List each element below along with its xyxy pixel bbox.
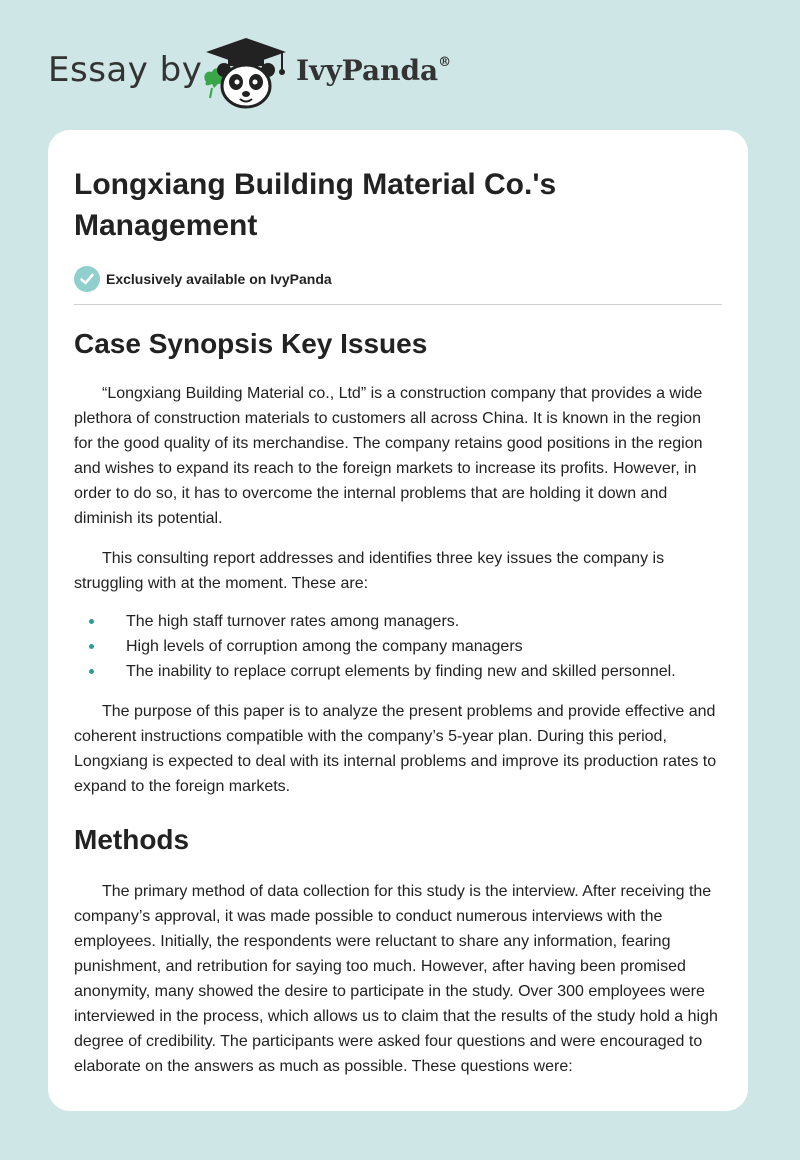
- article-card: [48, 130, 748, 1111]
- bullet-icon: [89, 669, 94, 674]
- list-item: The inability to replace corrupt elements by finding new and skilled personnel.: [74, 659, 722, 684]
- bullet-icon: [89, 619, 94, 624]
- paragraph: The purpose of this paper is to analyze the present problems and provide effective and coherent instructions compatible with the company’s 5-year plan. During this period, Longxiang is expected to deal with its internal problems and improve its production rates to expand to the foreign markets.: [74, 703, 717, 795]
- section-heading-methods: Methods: [74, 824, 190, 855]
- paragraph: “Longxiang Building Material co., Ltd” is a construction company that provides a wide plethora of construction materials to customers all across China. It is known in the region for the good quality of its merchandise. The company retains good positions in the region and wishes to expand its reach to the foreign markets to increase its profits. However, in order to do so, it has to overcome the internal problems that are holding it down and diminish its potential.: [74, 385, 703, 527]
- divider: [74, 304, 722, 305]
- paragraph: This consulting report addresses and identifies three key issues the company is struggling with at the moment. These are:: [74, 550, 665, 592]
- section-heading-case-synopsis: Case Synopsis Key Issues: [74, 328, 428, 359]
- article-content: [74, 164, 722, 1079]
- brand-logo-text[interactable]: IvyPanda®: [296, 54, 452, 87]
- page-title: Longxiang Building Material Co.'s Management: [74, 168, 557, 242]
- site-header: [0, 0, 800, 120]
- paragraph: The primary method of data collection for this study is the interview. After receiving the company’s approval, it was made possible to conduct numerous interviews with the employees. Initially, the respondents were reluctant to share any information, fearing punishment, and retribution for saying too much. However, after having been promised anonymity, many showed the desire to participate in the study. Over 300 employees were interviewed in the process, which allows us to claim that the results of the study hold a high degree of credibility. The participants were asked four questions and were encouraged to elaborate on the answers as much as possible. These questions were:: [74, 883, 718, 1075]
- bullet-icon: [89, 644, 94, 649]
- panda-graduation-cap-icon[interactable]: [200, 36, 292, 110]
- list-item: The high staff turnover rates among managers.: [74, 609, 722, 634]
- exclusive-label: Exclusively available on IvyPanda: [106, 271, 332, 287]
- key-issues-list: [74, 609, 722, 684]
- checkmark-icon: [74, 266, 100, 292]
- exclusive-badge: [74, 266, 722, 292]
- list-item: High levels of corruption among the company managers: [74, 634, 722, 659]
- essay-by-label: Essay by: [48, 50, 203, 90]
